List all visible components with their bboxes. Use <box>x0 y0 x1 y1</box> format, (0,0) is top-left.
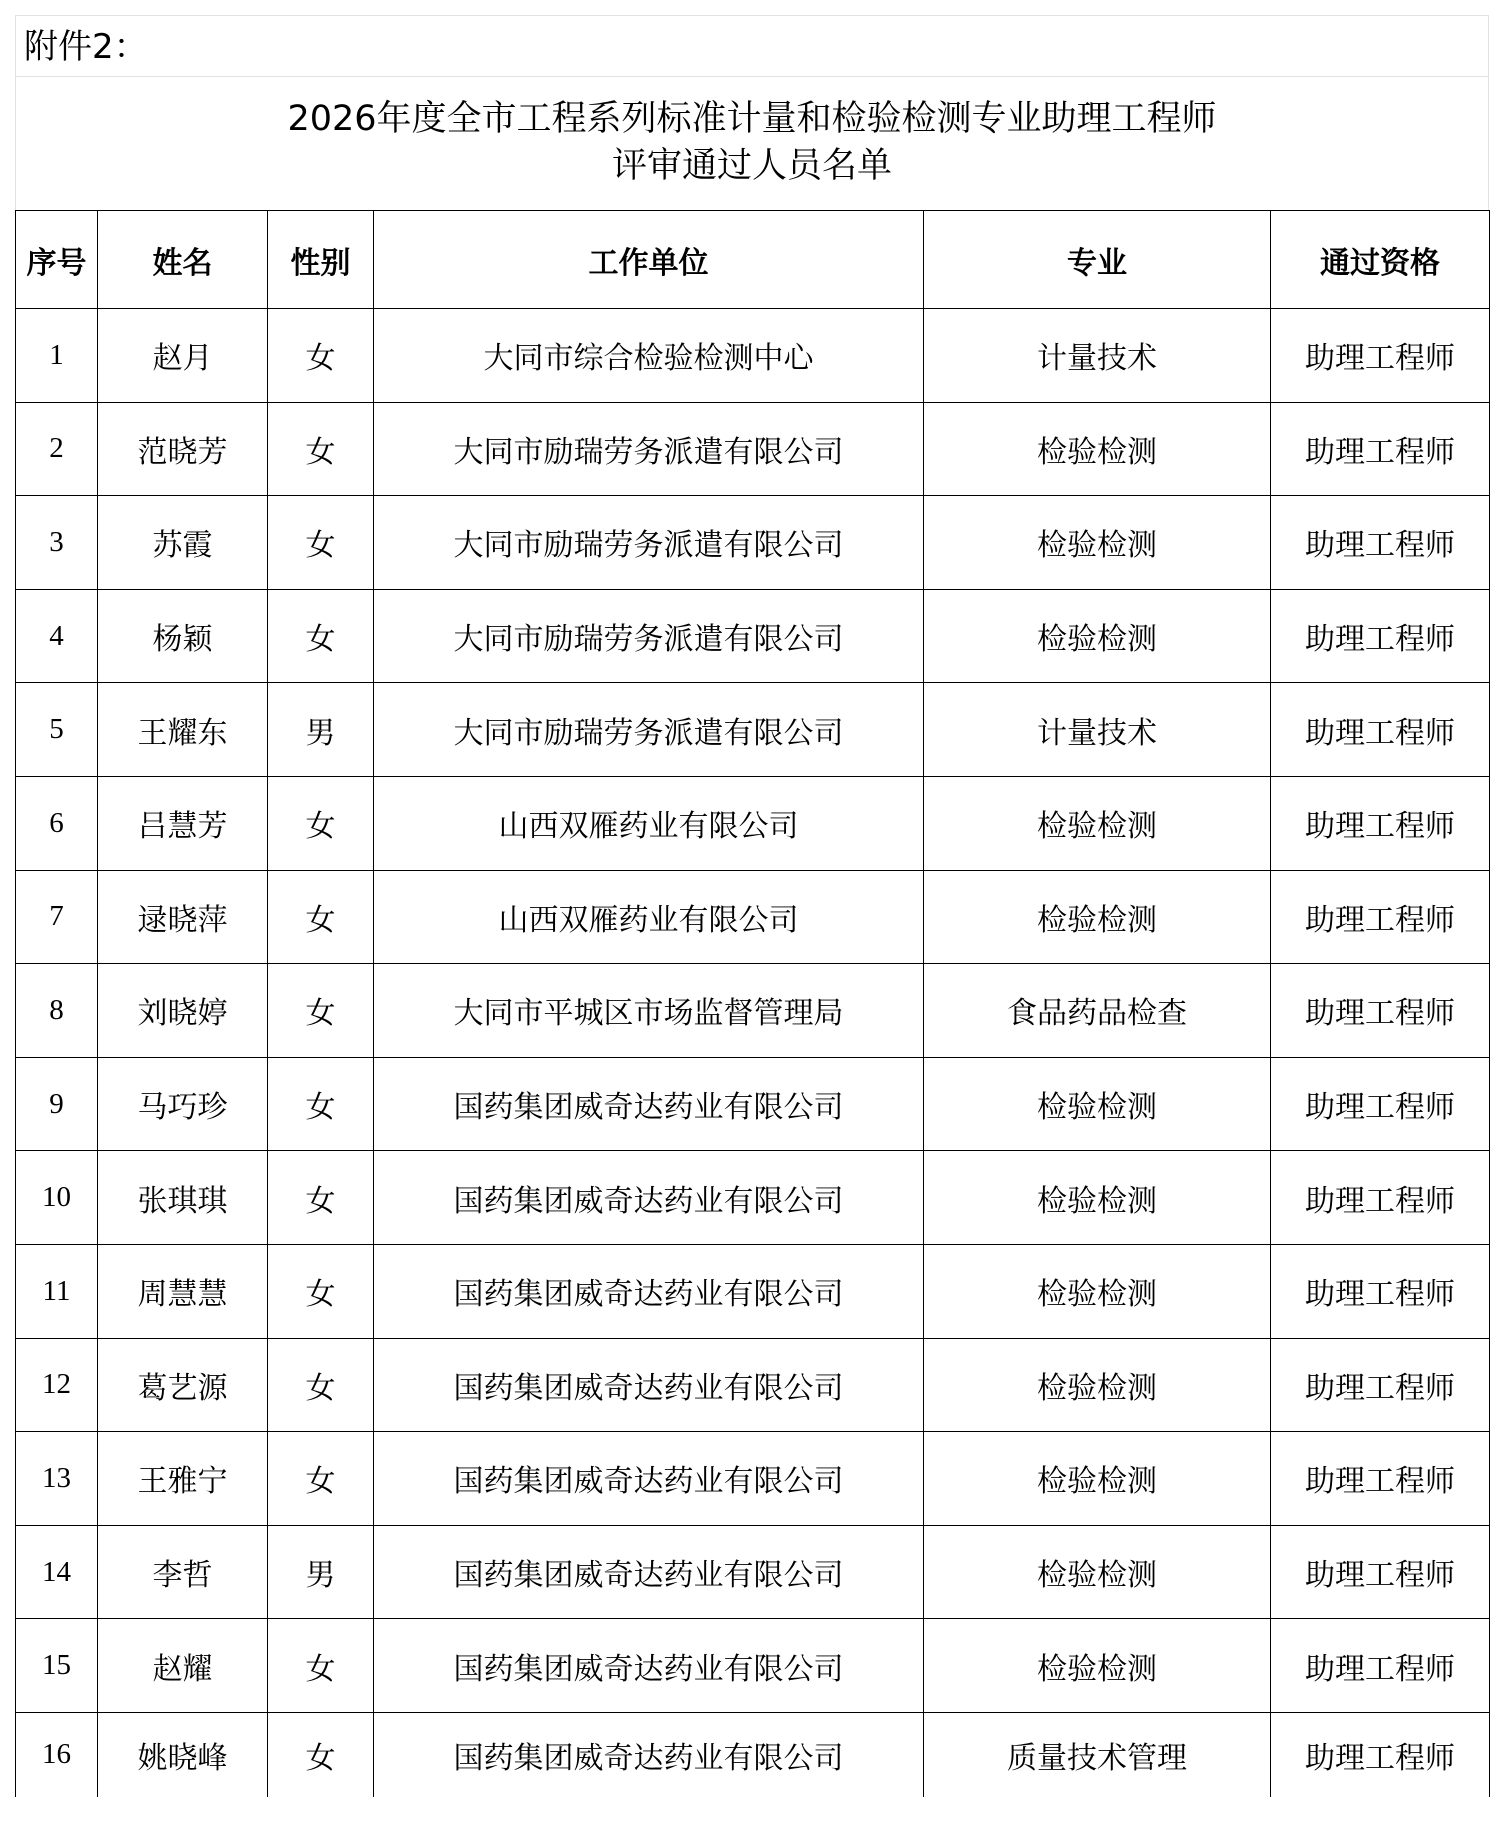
cell-major: 检验检测 <box>924 1432 1271 1526</box>
cell-name: 王雅宁 <box>98 1432 268 1526</box>
cell-qualification: 助理工程师 <box>1271 589 1490 683</box>
header-name: 姓名 <box>98 211 268 309</box>
cell-no: 14 <box>16 1525 98 1619</box>
cell-name: 范晓芳 <box>98 402 268 496</box>
cell-unit: 山西双雁药业有限公司 <box>374 776 924 870</box>
cell-major: 检验检测 <box>924 496 1271 590</box>
cell-unit: 国药集团威奇达药业有限公司 <box>374 1338 924 1432</box>
cell-no: 8 <box>16 964 98 1058</box>
cell-unit: 国药集团威奇达药业有限公司 <box>374 1432 924 1526</box>
cell-gender: 女 <box>268 1712 374 1797</box>
cell-name: 李哲 <box>98 1525 268 1619</box>
title-line-1: 2026年度全市工程系列标准计量和检验检测专业助理工程师 <box>287 99 1217 139</box>
cell-major: 检验检测 <box>924 1151 1271 1245</box>
cell-unit: 国药集团威奇达药业有限公司 <box>374 1525 924 1619</box>
table-row <box>16 776 1490 870</box>
cell-qualification: 助理工程师 <box>1271 402 1490 496</box>
cell-qualification: 助理工程师 <box>1271 496 1490 590</box>
table-row <box>16 1057 1490 1151</box>
cell-gender: 女 <box>268 870 374 964</box>
cell-name: 刘晓婷 <box>98 964 268 1058</box>
cell-gender: 女 <box>268 1244 374 1338</box>
cell-major: 检验检测 <box>924 1244 1271 1338</box>
cell-gender: 男 <box>268 1525 374 1619</box>
cell-name: 葛艺源 <box>98 1338 268 1432</box>
table-row <box>16 1619 1490 1713</box>
cell-qualification: 助理工程师 <box>1271 1057 1490 1151</box>
cell-major: 食品药品检查 <box>924 964 1271 1058</box>
cell-no: 5 <box>16 683 98 777</box>
cell-no: 11 <box>16 1244 98 1338</box>
table-row <box>16 589 1490 683</box>
cell-unit: 大同市综合检验检测中心 <box>374 309 924 403</box>
cell-major: 检验检测 <box>924 870 1271 964</box>
cell-unit: 国药集团威奇达药业有限公司 <box>374 1244 924 1338</box>
table-row <box>16 683 1490 777</box>
cell-no: 4 <box>16 589 98 683</box>
cell-gender: 女 <box>268 1151 374 1245</box>
cell-name: 赵月 <box>98 309 268 403</box>
cell-qualification: 助理工程师 <box>1271 964 1490 1058</box>
cell-name: 杨颖 <box>98 589 268 683</box>
header-major: 专业 <box>924 211 1271 309</box>
table-row <box>16 1244 1490 1338</box>
cell-unit: 山西双雁药业有限公司 <box>374 870 924 964</box>
cell-qualification: 助理工程师 <box>1271 1151 1490 1245</box>
cell-name: 赵耀 <box>98 1619 268 1713</box>
cell-no: 15 <box>16 1619 98 1713</box>
header-gender: 性别 <box>268 211 374 309</box>
table-row <box>16 964 1490 1058</box>
cell-qualification: 助理工程师 <box>1271 309 1490 403</box>
cell-major: 检验检测 <box>924 1525 1271 1619</box>
cell-no: 9 <box>16 1057 98 1151</box>
cell-major: 计量技术 <box>924 683 1271 777</box>
cell-name: 马巧珍 <box>98 1057 268 1151</box>
cell-gender: 女 <box>268 776 374 870</box>
document-title <box>15 77 1489 210</box>
cell-unit: 国药集团威奇达药业有限公司 <box>374 1151 924 1245</box>
cell-qualification: 助理工程师 <box>1271 1338 1490 1432</box>
header-qualification: 通过资格 <box>1271 211 1490 309</box>
table-row <box>16 402 1490 496</box>
table-row <box>16 496 1490 590</box>
cell-no: 12 <box>16 1338 98 1432</box>
cell-no: 6 <box>16 776 98 870</box>
cell-major: 质量技术管理 <box>924 1712 1271 1797</box>
cell-unit: 大同市励瑞劳务派遣有限公司 <box>374 402 924 496</box>
cell-no: 10 <box>16 1151 98 1245</box>
cell-gender: 女 <box>268 1338 374 1432</box>
table-row <box>16 309 1490 403</box>
table-row <box>16 870 1490 964</box>
header-unit: 工作单位 <box>374 211 924 309</box>
header-no: 序号 <box>16 211 98 309</box>
cell-no: 13 <box>16 1432 98 1526</box>
personnel-table <box>15 210 1490 1797</box>
cell-unit: 大同市励瑞劳务派遣有限公司 <box>374 589 924 683</box>
cell-major: 检验检测 <box>924 1619 1271 1713</box>
cell-qualification: 助理工程师 <box>1271 1619 1490 1713</box>
cell-qualification: 助理工程师 <box>1271 1525 1490 1619</box>
cell-no: 2 <box>16 402 98 496</box>
cell-gender: 女 <box>268 964 374 1058</box>
title-line-2: 评审通过人员名单 <box>611 146 892 186</box>
cell-name: 王耀东 <box>98 683 268 777</box>
cell-gender: 女 <box>268 589 374 683</box>
cell-gender: 男 <box>268 683 374 777</box>
cell-major: 检验检测 <box>924 1057 1271 1151</box>
table-body <box>16 309 1490 1797</box>
cell-unit: 大同市励瑞劳务派遣有限公司 <box>374 683 924 777</box>
cell-no: 7 <box>16 870 98 964</box>
cell-qualification: 助理工程师 <box>1271 1244 1490 1338</box>
table-row <box>16 1712 1490 1797</box>
cell-major: 检验检测 <box>924 1338 1271 1432</box>
cell-unit: 国药集团威奇达药业有限公司 <box>374 1619 924 1713</box>
cell-unit: 国药集团威奇达药业有限公司 <box>374 1712 924 1797</box>
cell-major: 检验检测 <box>924 402 1271 496</box>
cell-name: 姚晓峰 <box>98 1712 268 1797</box>
cell-no: 3 <box>16 496 98 590</box>
table-row <box>16 1151 1490 1245</box>
cell-gender: 女 <box>268 1057 374 1151</box>
cell-name: 逯晓萍 <box>98 870 268 964</box>
table-row <box>16 1525 1490 1619</box>
cell-major: 检验检测 <box>924 589 1271 683</box>
cell-qualification: 助理工程师 <box>1271 776 1490 870</box>
cell-qualification: 助理工程师 <box>1271 1712 1490 1797</box>
table-row <box>16 1338 1490 1432</box>
attachment-label: 附件2： <box>15 15 1489 77</box>
cell-no: 16 <box>16 1712 98 1797</box>
document-sheet <box>15 15 1489 1797</box>
cell-name: 张琪琪 <box>98 1151 268 1245</box>
cell-unit: 国药集团威奇达药业有限公司 <box>374 1057 924 1151</box>
cell-qualification: 助理工程师 <box>1271 1432 1490 1526</box>
cell-unit: 大同市励瑞劳务派遣有限公司 <box>374 496 924 590</box>
table-header-row <box>16 211 1490 309</box>
cell-name: 吕慧芳 <box>98 776 268 870</box>
cell-gender: 女 <box>268 496 374 590</box>
cell-no: 1 <box>16 309 98 403</box>
cell-gender: 女 <box>268 1619 374 1713</box>
cell-major: 计量技术 <box>924 309 1271 403</box>
cell-qualification: 助理工程师 <box>1271 683 1490 777</box>
table-row <box>16 1432 1490 1526</box>
cell-major: 检验检测 <box>924 776 1271 870</box>
cell-qualification: 助理工程师 <box>1271 870 1490 964</box>
cell-gender: 女 <box>268 402 374 496</box>
cell-gender: 女 <box>268 1432 374 1526</box>
cell-unit: 大同市平城区市场监督管理局 <box>374 964 924 1058</box>
cell-name: 苏霞 <box>98 496 268 590</box>
cell-gender: 女 <box>268 309 374 403</box>
cell-name: 周慧慧 <box>98 1244 268 1338</box>
